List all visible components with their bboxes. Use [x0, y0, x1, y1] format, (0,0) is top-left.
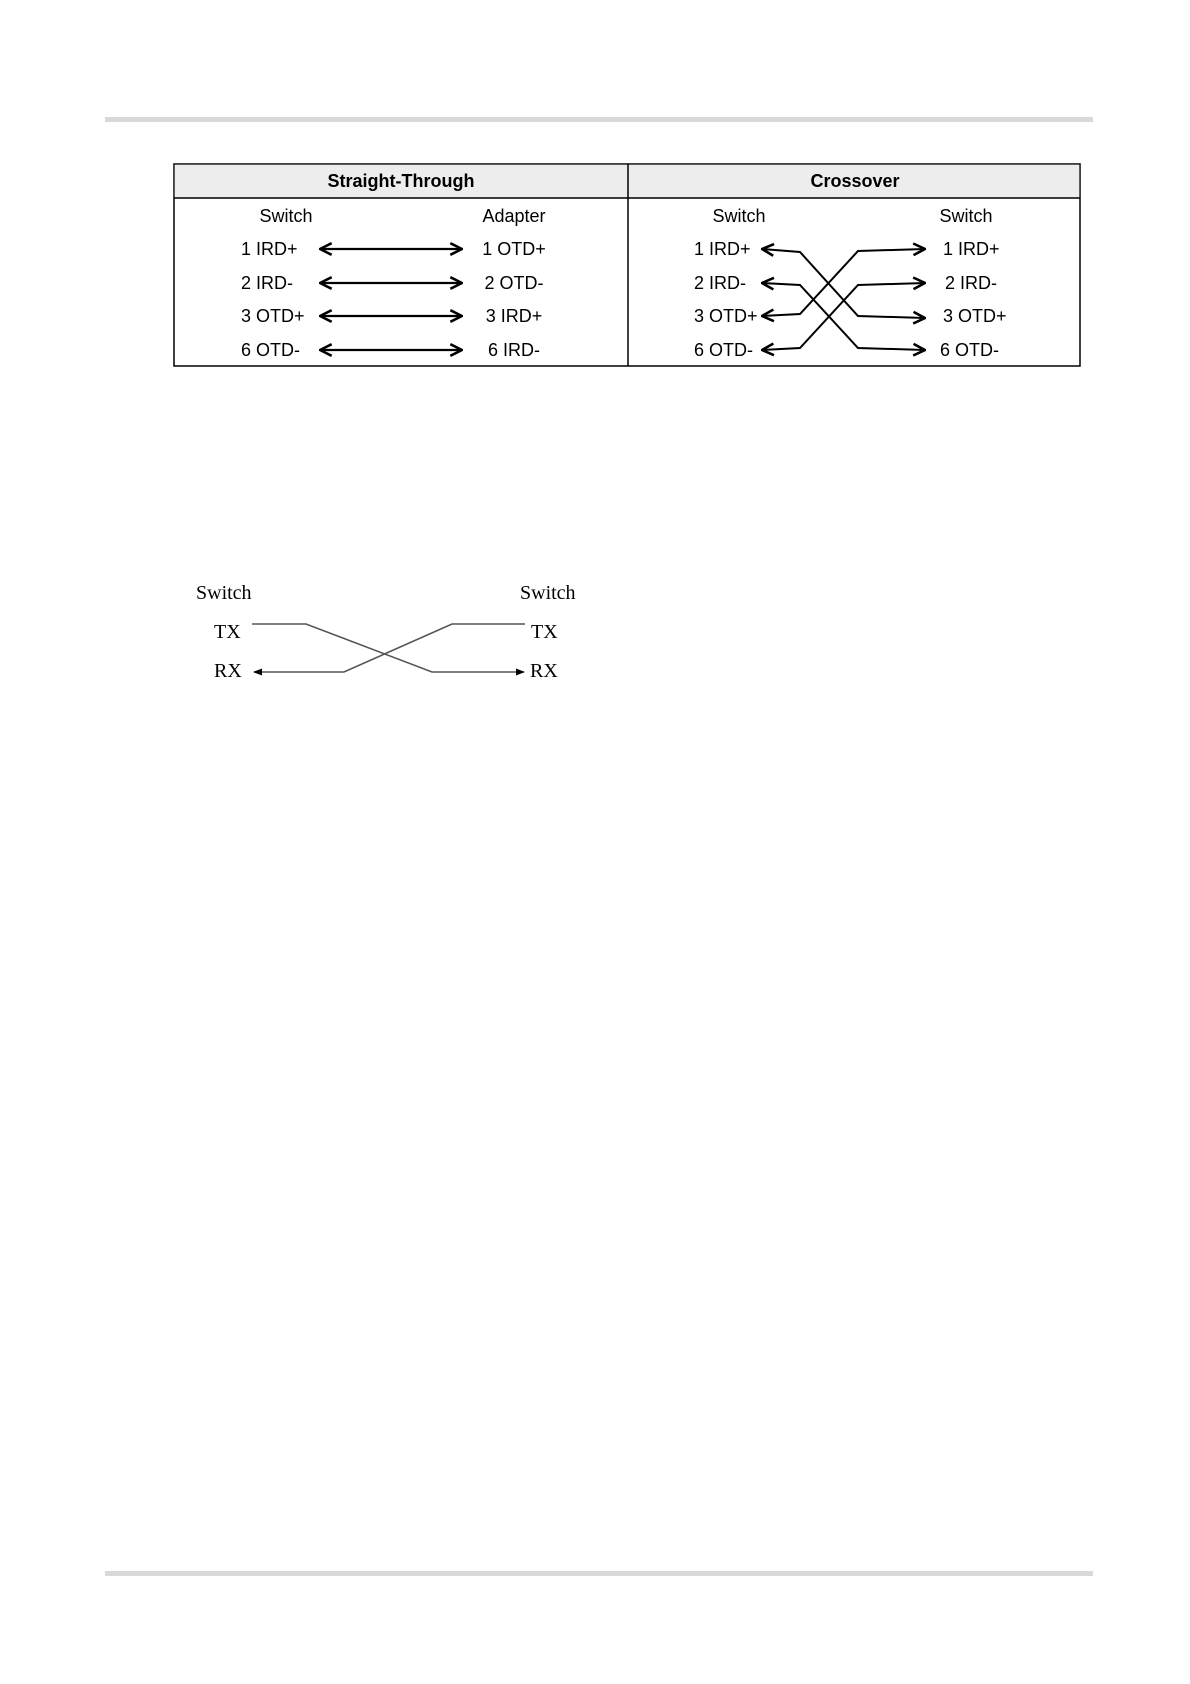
- txrx-left-tx: TX: [214, 621, 241, 643]
- st-left-pin-4: 6 OTD-: [241, 340, 301, 360]
- co-right-pin-3: 3 OTD+: [943, 306, 1007, 326]
- st-left-pin-3: 3 OTD+: [241, 306, 305, 326]
- co-right-heading: Switch: [939, 206, 993, 226]
- co-wire-3-to-1: [762, 249, 925, 316]
- txrx-wire-tx-to-rx: [252, 624, 524, 672]
- co-left-pin-2: 2 IRD-: [694, 273, 747, 293]
- st-right-pin-3: 3 IRD+: [485, 306, 543, 326]
- txrx-left-heading: Switch: [196, 582, 252, 604]
- txrx-right-tx: TX: [531, 621, 558, 643]
- cable-table: [174, 164, 1080, 366]
- co-left-pin-1: 1 IRD+: [694, 239, 751, 259]
- txrx-left-rx: RX: [214, 660, 242, 682]
- co-left-pin-4: 6 OTD-: [694, 340, 754, 360]
- st-left-heading: Switch: [259, 206, 313, 226]
- table-header-band: [175, 165, 1080, 198]
- co-right-pin-1: 1 IRD+: [943, 239, 1000, 259]
- tx-rx-diagram: [196, 582, 576, 682]
- crossover-title: Crossover: [810, 171, 900, 191]
- st-right-pin-1: 1 OTD+: [482, 239, 546, 259]
- st-left-pin-1: 1 IRD+: [241, 239, 298, 259]
- st-right-pin-4: 6 IRD-: [487, 340, 541, 360]
- co-left-heading: Switch: [712, 206, 766, 226]
- txrx-wire-tx-to-rx-reverse: [254, 624, 525, 672]
- co-left-pin-3: 3 OTD+: [694, 306, 758, 326]
- co-right-pin-4: 6 OTD-: [940, 340, 1000, 360]
- txrx-right-rx: RX: [530, 660, 558, 682]
- st-right-pin-2: 2 OTD-: [484, 273, 544, 293]
- txrx-right-heading: Switch: [520, 582, 576, 604]
- st-left-pin-2: 2 IRD-: [241, 273, 294, 293]
- co-right-pin-2: 2 IRD-: [945, 273, 998, 293]
- straight-through-title: Straight-Through: [327, 171, 475, 191]
- st-right-heading: Adapter: [482, 206, 546, 226]
